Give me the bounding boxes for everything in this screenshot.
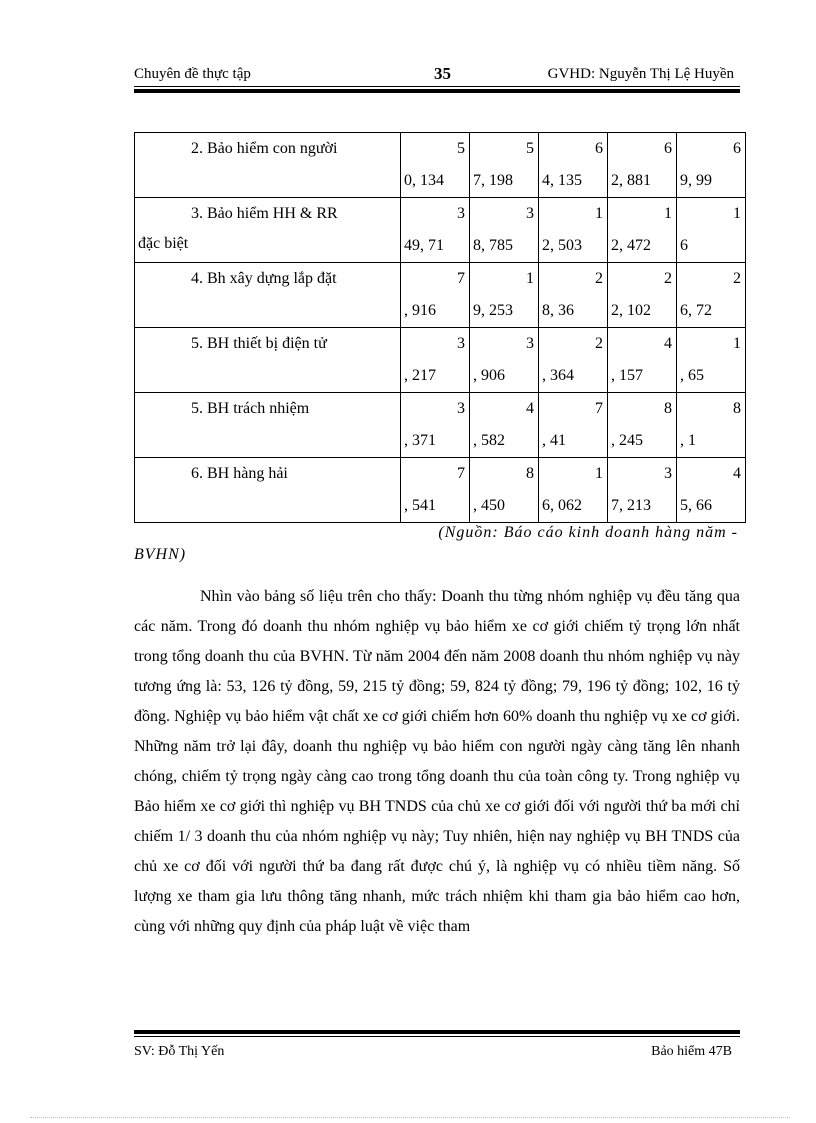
value-part-2: , 65	[680, 367, 704, 384]
value-part-2: 8, 785	[473, 237, 513, 254]
footer-rule-thin	[134, 1036, 740, 1037]
value-part-1: 2	[664, 270, 672, 287]
value-part-2: 2, 881	[611, 172, 651, 189]
value-part-2: , 364	[542, 367, 574, 384]
value-cell	[539, 263, 608, 328]
value-part-2: , 450	[473, 497, 505, 514]
row-label-cell	[135, 263, 401, 328]
value-part-1: 7	[595, 400, 603, 417]
row-label-continued: đặc biệt	[138, 235, 189, 252]
page-edge-dots	[30, 1117, 790, 1119]
value-part-1: 4	[526, 400, 534, 417]
row-label-cell	[135, 328, 401, 393]
value-cell	[401, 198, 470, 263]
value-part-1: 7	[457, 465, 465, 482]
value-part-2: 6, 72	[680, 302, 712, 319]
value-part-1: 1	[664, 205, 672, 222]
paragraph-text: Nhìn vào bảng số liệu trên cho thấy: Doanh thu từng nhóm nghiệp vụ đều tăng qua các năm. Trong đó doanh thu nhóm nghiệp vụ bảo hiểm xe cơ giới chiếm tỷ trọng lớn nhất trong tổng doanh thu của BVHN. Từ năm 2004 đến năm 2008 doanh thu nhóm nghiệp vụ này tương ứng là: 53, 126 tỷ đồng, 59, 215 tỷ đồng; 59, 824 tỷ đồng; 79, 196 tỷ đồng; 102, 16 tỷ đồng. Nghiệp vụ bảo hiểm vật chất xe cơ giới chiếm hơn 60% doanh thu nghiệp vụ xe cơ giới. Những năm trở lại đây, doanh thu nghiệp vụ bảo hiểm con người ngày càng tăng lên nhanh chóng, chiếm tỷ trọng ngày càng cao trong tổng doanh thu của toàn công ty. Trong nghiệp vụ Bảo hiểm xe cơ giới thì nghiệp vụ BH TNDS của chủ xe cơ giới đối với người thứ ba mới chỉ chiếm 1/ 3 doanh thu của nhóm nghiệp vụ này; Tuy nhiên, hiện nay nghiệp vụ BH TNDS của chủ xe cơ đối với người thứ ba đang rất được chú ý, là nghiệp vụ có nhiều tiềm năng. Số lượng xe tham gia lưu thông tăng nhanh, mức trách nhiệm khi tham gia bảo hiểm cao hơn, cùng với những quy định của pháp luật về việc tham	[134, 588, 740, 935]
value-cell	[470, 198, 539, 263]
row-label: 4. Bh xây dựng lắp đặt	[191, 270, 337, 287]
value-part-2: 49, 71	[404, 237, 444, 254]
footer-rule-thick	[134, 1030, 740, 1034]
value-part-2: 6	[680, 237, 688, 254]
value-part-1: 4	[664, 335, 672, 352]
value-part-2: , 541	[404, 497, 436, 514]
row-label: 3. Bảo hiểm HH & RR	[191, 205, 338, 222]
value-part-2: 8, 36	[542, 302, 574, 319]
value-cell	[470, 458, 539, 523]
row-label-continued	[135, 165, 400, 193]
value-part-1: 3	[457, 205, 465, 222]
value-cell	[677, 133, 746, 198]
value-part-1: 3	[457, 335, 465, 352]
row-label: 2. Bảo hiểm con người	[191, 140, 338, 157]
value-part-1: 1	[595, 465, 603, 482]
value-part-2: 0, 134	[404, 172, 444, 189]
value-part-2: 9, 99	[680, 172, 712, 189]
value-part-1: 3	[664, 465, 672, 482]
value-cell	[677, 263, 746, 328]
table-row	[135, 458, 746, 523]
value-part-1: 3	[457, 400, 465, 417]
value-cell	[677, 458, 746, 523]
table-row	[135, 393, 746, 458]
value-part-2: , 906	[473, 367, 505, 384]
value-part-1: 6	[664, 140, 672, 157]
revenue-table	[134, 132, 746, 523]
value-part-2: , 916	[404, 302, 436, 319]
value-cell	[608, 263, 677, 328]
value-cell	[401, 328, 470, 393]
row-label-continued	[135, 295, 400, 323]
value-cell	[401, 458, 470, 523]
value-cell	[608, 458, 677, 523]
value-part-1: 1	[733, 205, 741, 222]
row-label-cell	[135, 133, 401, 198]
value-cell	[401, 393, 470, 458]
value-part-1: 5	[457, 140, 465, 157]
table-row	[135, 263, 746, 328]
row-label: 5. BH thiết bị điện tử	[191, 335, 327, 352]
value-part-2: , 41	[542, 432, 566, 449]
value-part-1: 6	[595, 140, 603, 157]
value-cell	[677, 328, 746, 393]
footer-student: SV: Đỗ Thị Yến	[134, 1044, 225, 1059]
value-part-2: 6, 062	[542, 497, 582, 514]
value-part-1: 2	[595, 335, 603, 352]
value-part-1: 2	[595, 270, 603, 287]
body-paragraph	[134, 582, 740, 942]
value-cell	[608, 198, 677, 263]
value-cell	[470, 263, 539, 328]
value-part-1: 1	[595, 205, 603, 222]
value-cell	[677, 393, 746, 458]
header-supervisor: GVHD: Nguyễn Thị Lệ Huyền	[547, 66, 734, 82]
value-part-2: 7, 213	[611, 497, 651, 514]
row-label-cell	[135, 198, 401, 263]
row-label: 6. BH hàng hải	[191, 465, 288, 482]
value-cell	[539, 328, 608, 393]
value-part-2: 5, 66	[680, 497, 712, 514]
row-label-continued	[135, 425, 400, 453]
footer-class: Bảo hiểm 47B	[651, 1044, 732, 1059]
value-part-2: 2, 102	[611, 302, 651, 319]
value-cell	[539, 133, 608, 198]
value-part-2: , 245	[611, 432, 643, 449]
value-part-2: 7, 198	[473, 172, 513, 189]
value-part-1: 4	[733, 465, 741, 482]
value-part-1: 3	[526, 335, 534, 352]
page-header	[134, 62, 740, 86]
value-cell	[470, 393, 539, 458]
value-part-1: 2	[733, 270, 741, 287]
header-rule-thick	[134, 89, 740, 93]
table-row	[135, 198, 746, 263]
value-cell	[470, 328, 539, 393]
source-line-2: BVHN)	[134, 546, 187, 563]
source-line-1: (Nguồn: Báo cáo kinh doanh hàng năm -	[438, 524, 738, 541]
value-cell	[677, 198, 746, 263]
row-label-cell	[135, 458, 401, 523]
value-part-2: 2, 503	[542, 237, 582, 254]
value-part-2: , 1	[680, 432, 696, 449]
value-part-1: 7	[457, 270, 465, 287]
value-part-2: , 217	[404, 367, 436, 384]
value-cell	[539, 393, 608, 458]
value-cell	[539, 458, 608, 523]
value-part-2: 9, 253	[473, 302, 513, 319]
value-part-1: 1	[733, 335, 741, 352]
value-part-1: 1	[526, 270, 534, 287]
value-part-2: 2, 472	[611, 237, 651, 254]
table-row	[135, 133, 746, 198]
page-number: 35	[434, 64, 451, 83]
row-label-continued	[135, 360, 400, 388]
source-note	[134, 524, 740, 564]
value-part-1: 6	[733, 140, 741, 157]
value-part-1: 5	[526, 140, 534, 157]
value-cell	[539, 198, 608, 263]
value-part-2: , 157	[611, 367, 643, 384]
header-rule-thin	[134, 86, 740, 87]
value-cell	[608, 133, 677, 198]
value-cell	[401, 263, 470, 328]
value-cell	[608, 393, 677, 458]
row-label: 5. BH trách nhiệm	[191, 400, 310, 417]
value-part-1: 8	[733, 400, 741, 417]
value-cell	[470, 133, 539, 198]
value-part-2: , 371	[404, 432, 436, 449]
row-label-cell	[135, 393, 401, 458]
value-part-2: , 582	[473, 432, 505, 449]
value-cell	[608, 328, 677, 393]
value-part-1: 8	[664, 400, 672, 417]
row-label-continued	[135, 490, 400, 518]
table-row	[135, 328, 746, 393]
value-part-1: 8	[526, 465, 534, 482]
value-part-1: 3	[526, 205, 534, 222]
header-left-title: Chuyên đề thực tập	[134, 66, 251, 82]
value-cell	[401, 133, 470, 198]
value-part-2: 4, 135	[542, 172, 582, 189]
